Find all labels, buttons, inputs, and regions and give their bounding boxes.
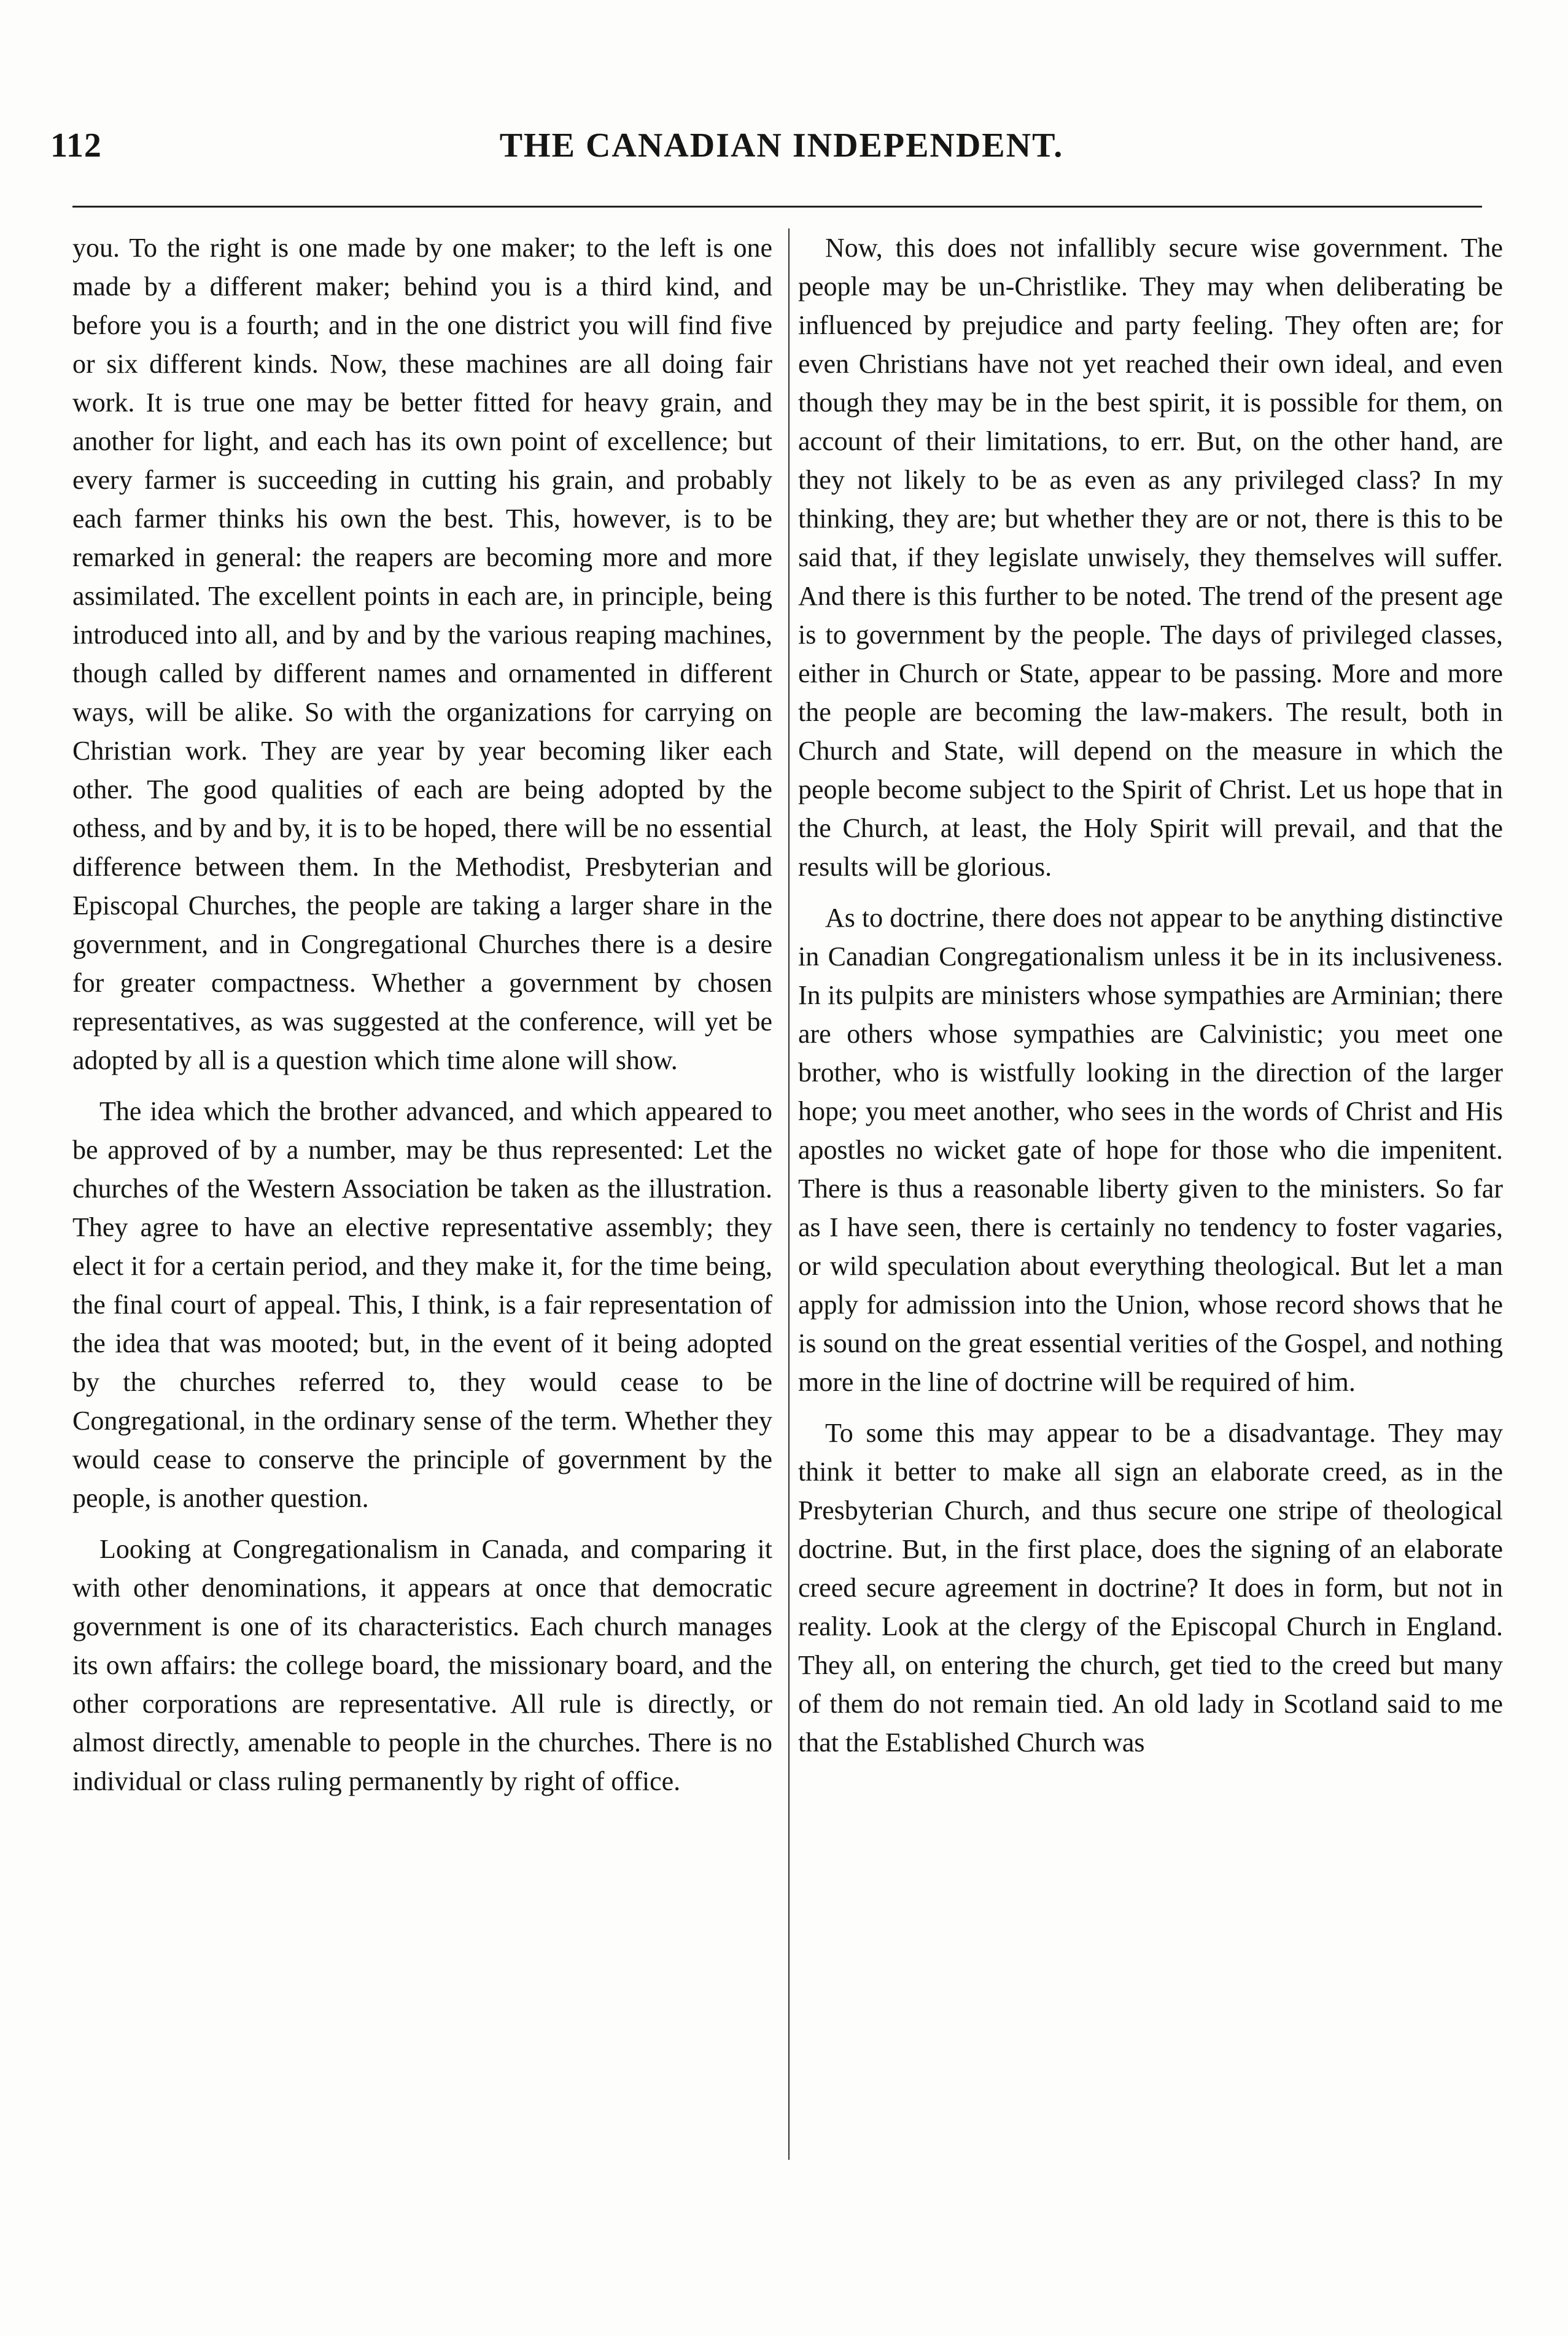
page-number: 112	[50, 127, 102, 165]
header-rule	[72, 206, 1482, 208]
paragraph: To some this may appear to be a disadvantage. They may think it better to make all sign an elaborate creed, as in the Presbyterian Church, and thus secure one stripe of theological doctrine. But, in the first place, does the signing of an elaborate creed secure agreement in doctrine? It does in form, but not in reality. Look at the clergy of the Episcopal Church in England. They all, on entering the church, get tied to the creed but many of them do not remain tied. An old lady in Scotland said to me that the Established Church was	[798, 1418, 1503, 1758]
paragraph: The idea which the brother advanced, and which appeared to be approved of by a number, may be thus represented: Let the churches of the Western Association be taken as the illustration. They agree to have an elective representative assembly; they elect it for a certain period, and they make it, for the time being, the final court of appeal. This, I think, is a fair representation of the idea that was mooted; but, in the event of it being adopted by the churches referred to, they would cease to be Congregational, in the ordinary sense of the term. Whether they would cease to conserve the principle of government by the people, is another question.	[72, 1096, 772, 1513]
paragraph: Now, this does not infallibly secure wise government. The people may be un-Christlike. They may when deliberating be influenced by prejudice and party feeling. They often are; for even Christians have not yet reached their own ideal, and even though they may be in the best spirit, it is possible for them, on account of their limitations, to err. But, on the other hand, are they not likely to be as even as any privileged class? In my thinking, they are; but whether they are or not, there is this to be said that, if they legislate unwisely, they themselves will suffer. And there is this further to be noted. The trend of the present age is to government by the people. The days of privileged classes, either in Church or State, appear to be passing. More and more the people are becoming the law-makers. The result, both in Church and State, will depend on the measure in which the people become subject to the Spirit of Christ. Let us hope that in the Church, at least, the Holy Spirit will prevail, and that the results will be glorious.	[798, 233, 1503, 882]
journal-title: THE CANADIAN INDEPENDENT.	[499, 127, 1064, 165]
column-divider	[788, 228, 790, 2160]
paragraph: Looking at Congregationalism in Canada, and comparing it with other denominations, it appears at once that democratic government is one of its characteristics. Each church manages its own affairs: the college board, the missionary board, and the other corporations are representative. All rule is directly, or almost directly, amenable to people in the churches. There is no individual or class ruling permanently by right of office.	[72, 1534, 772, 1796]
right-column	[798, 228, 1503, 1774]
left-column	[72, 228, 772, 1813]
paragraph: you. To the right is one made by one maker; to the left is one made by a different maker; behind you is a third kind, and before you is a fourth; and in the one district you will find five or six different kinds. Now, these machines are all doing fair work. It is true one may be better fitted for heavy grain, and another for light, and each has its own point of excellence; but every farmer is succeeding in cutting his grain, and probably each farmer thinks his own the best. This, however, is to be remarked in general: the reapers are becoming more and more assimilated. The excellent points in each are, in principle, being introduced into all, and by and by the various reaping machines, though called by different names and ornamented in different ways, will be alike. So with the organizations for carrying on Christian work. They are year by year becoming liker each other. The good qualities of each are being adopted by the othess, and by and by, it is to be hoped, there will be no essential difference between them. In the Methodist, Presbyterian and Episcopal Churches, the people are taking a larger share in the government, and in Congregational Churches there is a desire for greater compactness. Whether a government by chosen representatives, as was suggested at the conference, will yet be adopted by all is a question which time alone will show.	[72, 233, 772, 1075]
running-head	[50, 126, 1513, 169]
paragraph: As to doctrine, there does not appear to be anything distinctive in Canadian Congregationalism unless it be in its inclusiveness. In its pulpits are ministers whose sympathies are Arminian; there are others whose sympathies are Calvinistic; you meet one brother, who is wistfully looking in the direction of the larger hope; you meet another, who sees in the words of Christ and His apostles no wicket gate of hope for those who die impenitent. There is thus a reasonable liberty given to the ministers. So far as I have seen, there is certainly no tendency to foster vagaries, or wild speculation about everything theological. But let a man apply for admission into the Union, whose record shows that he is sound on the great essential verities of the Gospel, and nothing more in the line of doctrine will be required of him.	[798, 903, 1503, 1397]
